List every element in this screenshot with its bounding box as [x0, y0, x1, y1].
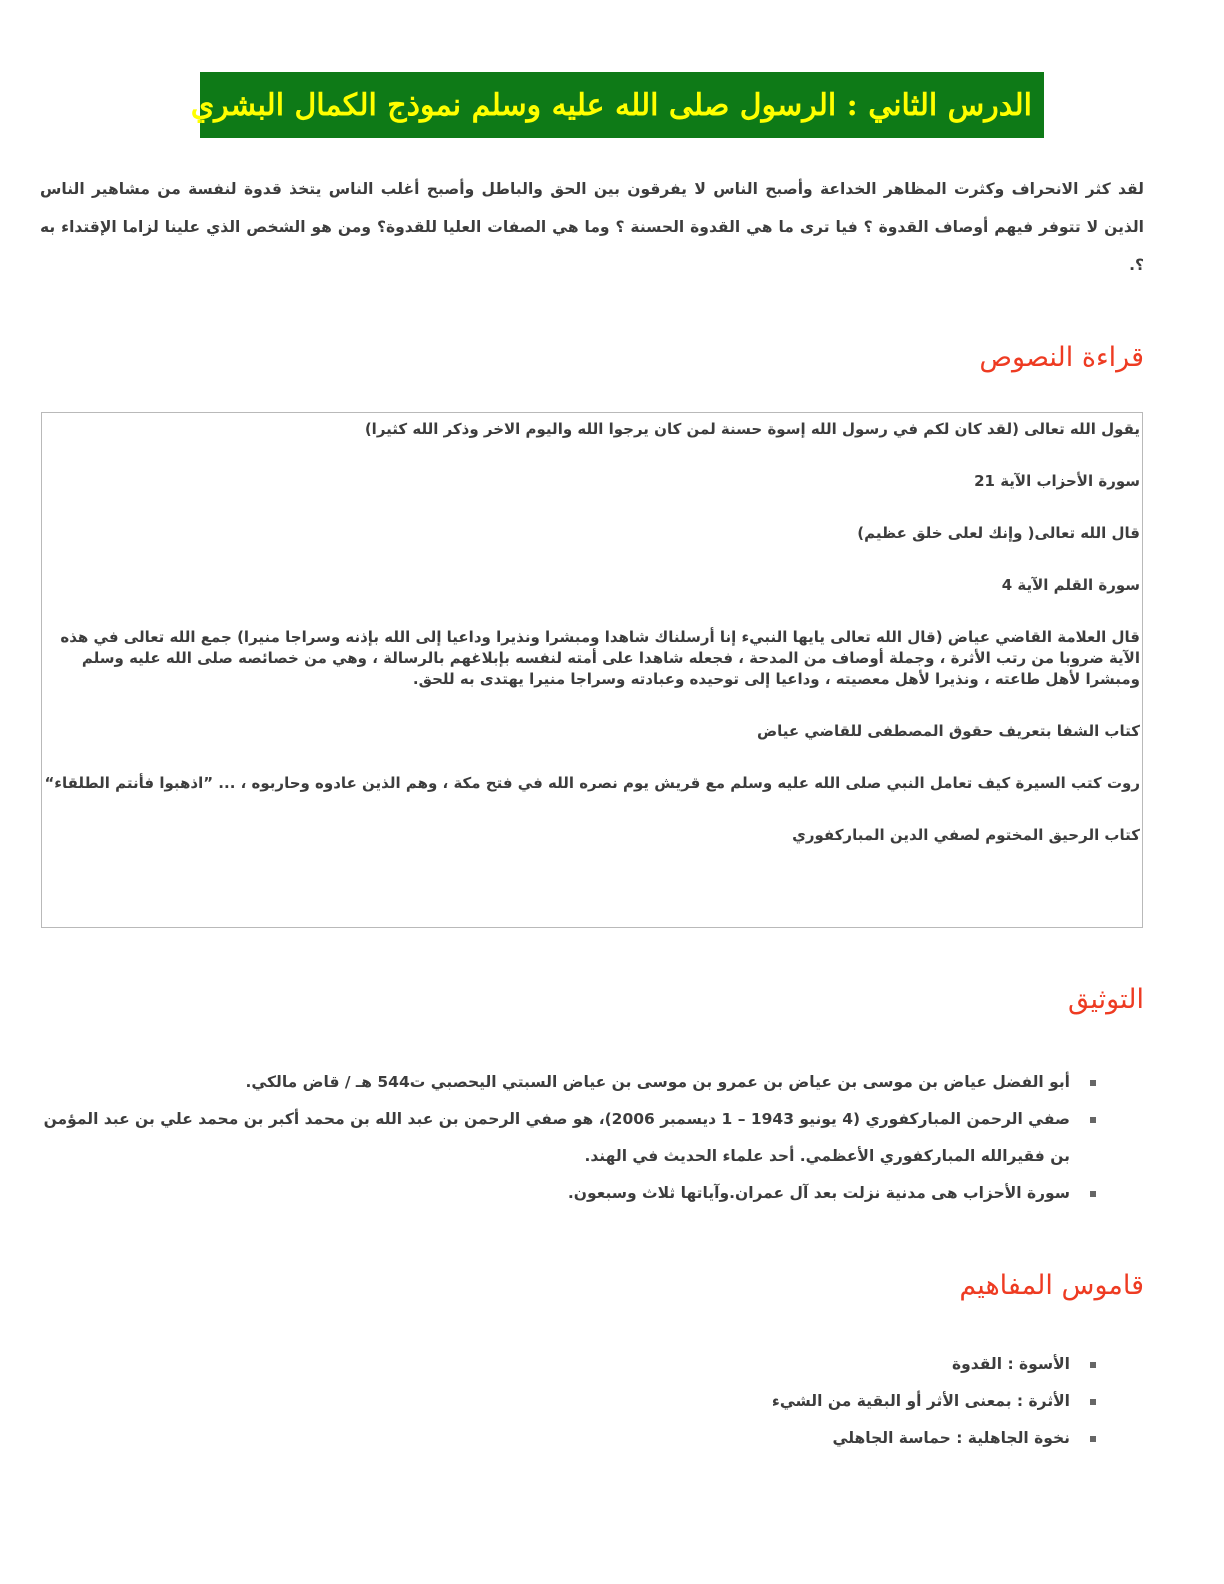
verse-1: يقول الله تعالى (لقد كان لكم في رسول الله إسوة حسنة لمن كان يرجوا الله واليوم الاخر وذكر الله كثيرا): [364, 420, 1140, 438]
documentation-list: [40, 1064, 1070, 1212]
bullet-icon: [1090, 1362, 1096, 1368]
bullet-icon: [1090, 1080, 1096, 1086]
documentation-item: أبو الفضل عياض بن موسى بن عياض بن عمرو بن موسى بن عياض السبتي اليحصبي ت544 هـ / قاض مالكي.: [245, 1073, 1070, 1091]
glossary-list: [40, 1346, 1070, 1457]
glossary-item: الأثرة : بمعنى الأثر أو البقية من الشيء: [771, 1392, 1070, 1410]
document-page: [40, 0, 1144, 1584]
bullet-icon: [1090, 1191, 1096, 1197]
texts-heading: قراءة النصوص: [979, 342, 1144, 373]
list-item: [40, 1383, 1070, 1420]
bullet-icon: [1090, 1117, 1096, 1123]
quote-sira-reference: كتاب الرحيق المختوم لصفي الدين المباركفوري: [792, 826, 1140, 844]
documentation-heading: التوثيق: [1067, 984, 1144, 1015]
list-item: [40, 1064, 1070, 1101]
bullet-icon: [1090, 1436, 1096, 1442]
list-item: [40, 1346, 1070, 1383]
quote-sira: روت كتب السيرة كيف تعامل النبي صلى الله عليه وسلم مع قريش يوم نصره الله في فتح مكة ، وهم الذين عادوه وحاربوه ، ... ”اذهبوا فأنتم الطلقاء“: [44, 774, 1140, 792]
quote-qadi-iyad-reference: كتاب الشفا بتعريف حقوق المصطفى للقاضي عياض: [756, 722, 1140, 740]
verse-2: قال الله تعالى( وإنك لعلى خلق عظيم): [857, 524, 1140, 542]
lesson-title: الدرس الثاني : الرسول صلى الله عليه وسلم نموذج الكمال البشري: [190, 87, 1032, 123]
documentation-item: سورة الأحزاب هى مدنية نزلت بعد آل عمران.وآياتها ثلاث وسبعون.: [567, 1184, 1070, 1202]
glossary-item: نخوة الجاهلية : حماسة الجاهلي: [832, 1429, 1070, 1447]
list-item: [40, 1101, 1070, 1175]
list-item: [40, 1420, 1070, 1457]
intro-paragraph: لقد كثر الانحراف وكثرت المظاهر الخداعة وأصبح الناس لا يفرقون بين الحق والباطل وأصبح أغلب الناس يتخذ قدوة لنفسة من مشاهير الناس الذين لا تتوفر فيهم أوصاف القدوة ؟ فيا ترى ما هي القدوة الحسنة ؟ وما هي الصفات العليا للقدوة؟ ومن هو الشخص الذي علينا لزاما الإقتداء به ؟.: [40, 180, 1144, 274]
quote-qadi-iyad: قال العلامة القاضي عياض (قال الله تعالى يايها النبيء إنا أرسلناك شاهدا ومبشرا ونذيرا وداعيا إلى الله بإذنه وسراجا منيرا) جمع الله تعالى في هذه الآية ضروبا من رتب الأثرة ، وجملة أوصاف من المدحة ، فجعله شاهدا على أمته لنفسه بإبلاغهم بالرسالة ، وهي من خصائصه صلى الله عليه وسلم ومبشرا لأهل طاعته ، ونذيرا لأهل معصيته ، وداعيا إلى توحيده وعبادته وسراجا منيرا يهتدى به للحق.: [60, 628, 1140, 688]
list-item: [40, 1175, 1070, 1212]
glossary-heading: قاموس المفاهيم: [959, 1270, 1144, 1301]
verse-2-reference: سورة القلم الآية 4: [1001, 576, 1140, 594]
texts-box: [41, 412, 1143, 928]
glossary-item: الأسوة : القدوة: [952, 1355, 1070, 1373]
documentation-item: صفي الرحمن المباركفوري (4 يونيو 1943 – 1 ديسمبر 2006)، هو صفي الرحمن بن عبد الله بن محمد أكبر بن محمد علي بن عبد المؤمن بن فقيرالله المباركفوري الأعظمي. أحد علماء الحديث في الهند.: [43, 1110, 1070, 1165]
verse-1-reference: سورة الأحزاب الآية 21: [974, 472, 1140, 490]
lesson-title-banner: [190, 72, 1044, 138]
bullet-icon: [1090, 1399, 1096, 1405]
